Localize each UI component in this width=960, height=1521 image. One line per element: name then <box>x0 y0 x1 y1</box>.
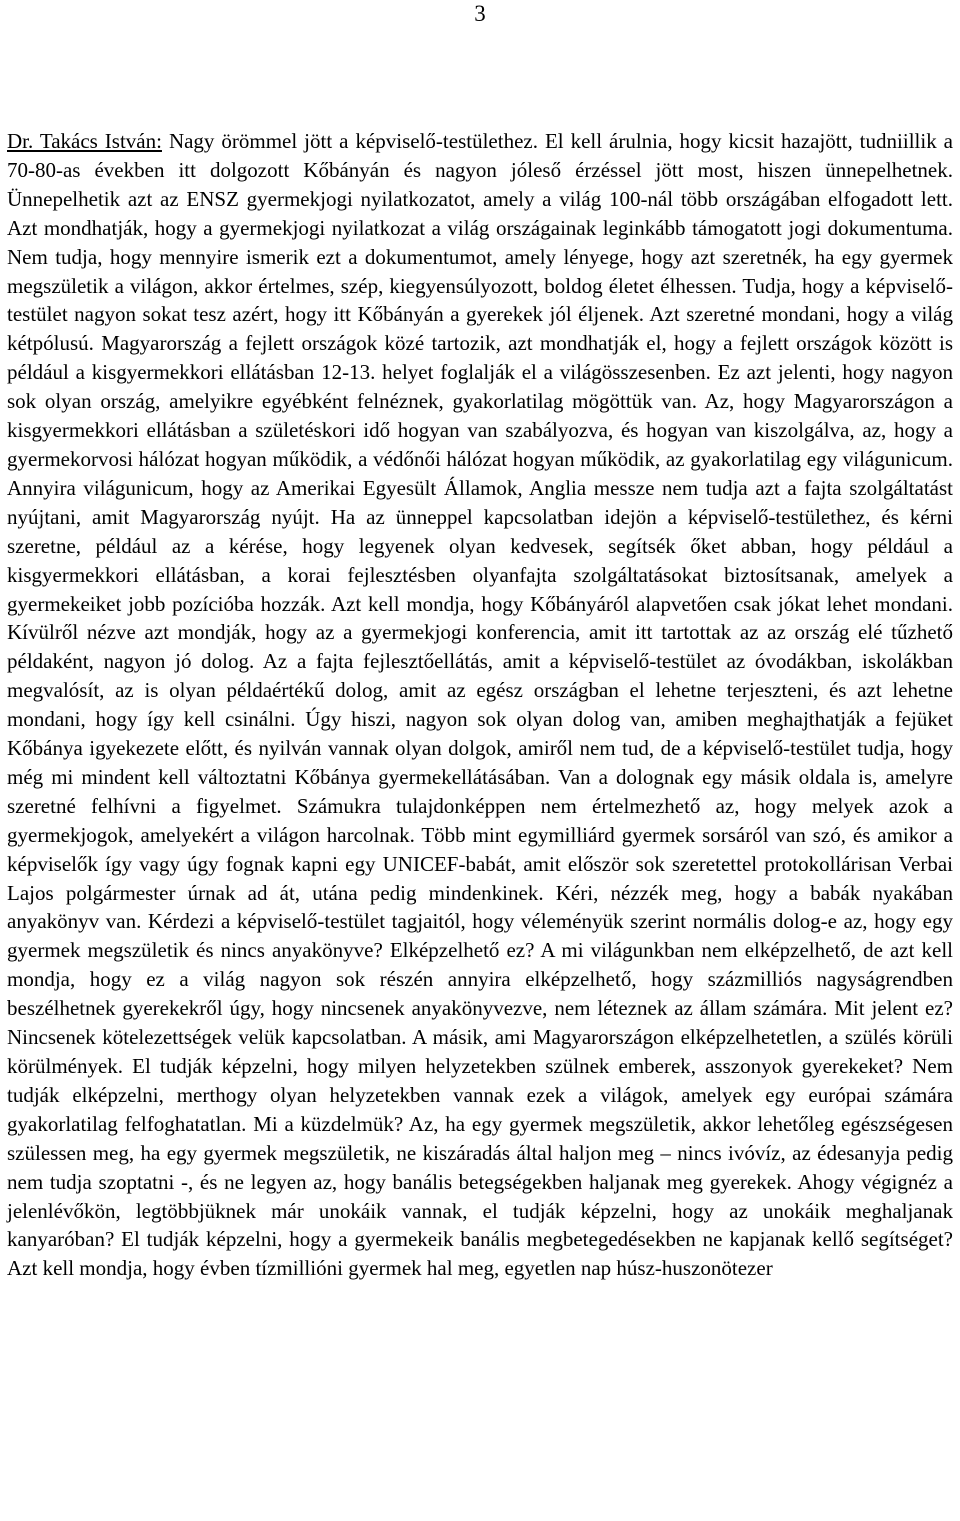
body-paragraph <box>7 127 953 1283</box>
paragraph-text: Nagy örömmel jött a képviselő-testülethez. El kell árulnia, hogy kicsit hazajött, tudniillik a 70-80-as években itt dolgozott Kőbányán és nagyon jóleső érzéssel jött most, hiszen ünnepelhetnek. Ünnepelhetik azt az ENSZ gyermekjogi nyilatkozatot, amely a világ 100-nál több országában elfogadott lett. Azt mondhatják, hogy a gyermekjogi nyilatkozat a világ országainak leginkább támogatott jogi dokumentuma. Nem tudja, hogy mennyire ismerik ezt a dokumentumot, amely lényege, hogy azt szeretnék, ha egy gyermek megszületik a világon, akkor értelmes, szép, kiegyensúlyozott, boldog életet élhessen. Tudja, hogy a képviselő-testület nagyon sokat tesz azért, hogy itt Kőbányán a gyerekek jól éljenek. Azt szeretné mondani, hogy a világ kétpólusú. Magyarország a fejlett országok közé tartozik, azt mondhatják el, hogy a fejlett országok között is például a kisgyermekkori ellátásban 12-13. helyet foglalják el a világösszesenben. Ez azt jelenti, hogy nagyon sok olyan ország, amelyikre egyébként felnéznek, gyakorlatilag mögöttük van. Az, hogy Magyarországon a kisgyermekkori ellátásban a születéskori idő hogyan van szabályozva, és hogyan van kiszolgálva, az, hogy a gyermekorvosi hálózat hogyan működik, a védőnői hálózat hogyan működik, az gyakorlatilag egy világunicum. Annyira világunicum, hogy az Amerikai Egyesült Államok, Anglia messze nem tudja azt a fajta szolgáltatást nyújtani, amit Magyarország nyújt. Ha az ünneppel kapcsolatban idejön a képviselő-testülethez, és kérni szeretne, például az a kérése, hogy legyenek olyan kedvesek, segítsék őket abban, hogy például a kisgyermekkori ellátásban, a korai fejlesztésben olyanfajta szolgáltatásokat biztosítsanak, amelyek a gyermekeiket jobb pozícióba hozzák. Azt kell mondja, hogy Kőbányáról alapvetően csak jókat lehet mondani. Kívülről nézve azt mondják, hogy az a gyermekjogi konferencia, amit itt tartottak az az ország elé tűzhető példaként, nagyon jó dolog. Az a fajta fejlesztőellátás, amit a képviselő-testület az óvodákban, iskolákban megvalósít, az is olyan példaértékű dolog, amit az egész országban el lehetne terjeszteni, és azt lehetne mondani, hogy így kell csinálni. Úgy hiszi, nagyon sok olyan dolog van, amiben meghajthatják a fejüket Kőbánya igyekezete előtt, és nyilván vannak olyan dolgok, amiről nem tud, de a képviselő-testület tudja, hogy még mi mindent kell változtatni Kőbánya gyermekellátásában. Van a dolognak egy másik oldala is, amelyre szeretné felhívni a figyelmet. Számukra tulajdonképpen nem értelmezhető az, hogy melyek azok a gyermekjogok, amelyekért a világon harcolnak. Több mint egymilliárd gyermek sorsáról van szó, és amikor a képviselők így vagy úgy fognak kapni egy UNICEF-babát, amit először sok szeretettel protokollárisan Verbai Lajos polgármester úrnak ad át, utána pedig mindenkinek. Kéri, nézzék meg, hogy a babák nyakában anyakönyv van. Kérdezi a képviselő-testület tagjaitól, hogy véleményük szerint normális dolog-e az, hogy egy gyermek megszületik és nincs anyakönyve? Elképzelhető ez? A mi világunkban nem elképzelhető, de azt kell mondja, hogy ez a világ nagyon sok részén annyira elképzelhető, hogy százmilliós nagyságrendben beszélhetnek gyerekekről úgy, hogy nincsenek anyakönyvezve, nem léteznek az állam számára. Mit jelent ez? Nincsenek kötelezettségek velük kapcsolatban. A másik, ami Magyarországon elképzelhetetlen, a szülés körüli körülmények. El tudják képzelni, hogy milyen helyzetekben szülnek emberek, asszonyok gyerekeket? Nem tudják elképzelni, merthogy olyan helyzetekben vannak ezek a világok, amelyek egy európai számára gyakorlatilag felfoghatatlan. Mi a küzdelmük? Az, ha egy gyermek megszületik, akkor lehetőleg egészségesen szülessen meg, ha egy gyermek megszületik, ne kiszáradás által haljon meg – nincs ivóvíz, az édesanyja pedig nem tudja szoptatni -, és ne legyen az, hogy banális betegségekben haljanak meg gyerekek. Ahogy végignéz a jelenlévőkön, legtöbbjüknek már unokáik vannak, el tudják képzelni, hogy az unokáik meghaljanak kanyaróban? El tudják képzelni, hogy a gyermekeik banális megbetegedésekben ne kapjanak kellő segítséget? Azt kell mondja, hogy évben tízmillióni gyermek hal meg, egyetlen nap húsz-huszonötezer <box>7 129 953 1281</box>
page-number: 3 <box>474 1 486 26</box>
speaker-name: Dr. Takács István: <box>7 129 162 153</box>
